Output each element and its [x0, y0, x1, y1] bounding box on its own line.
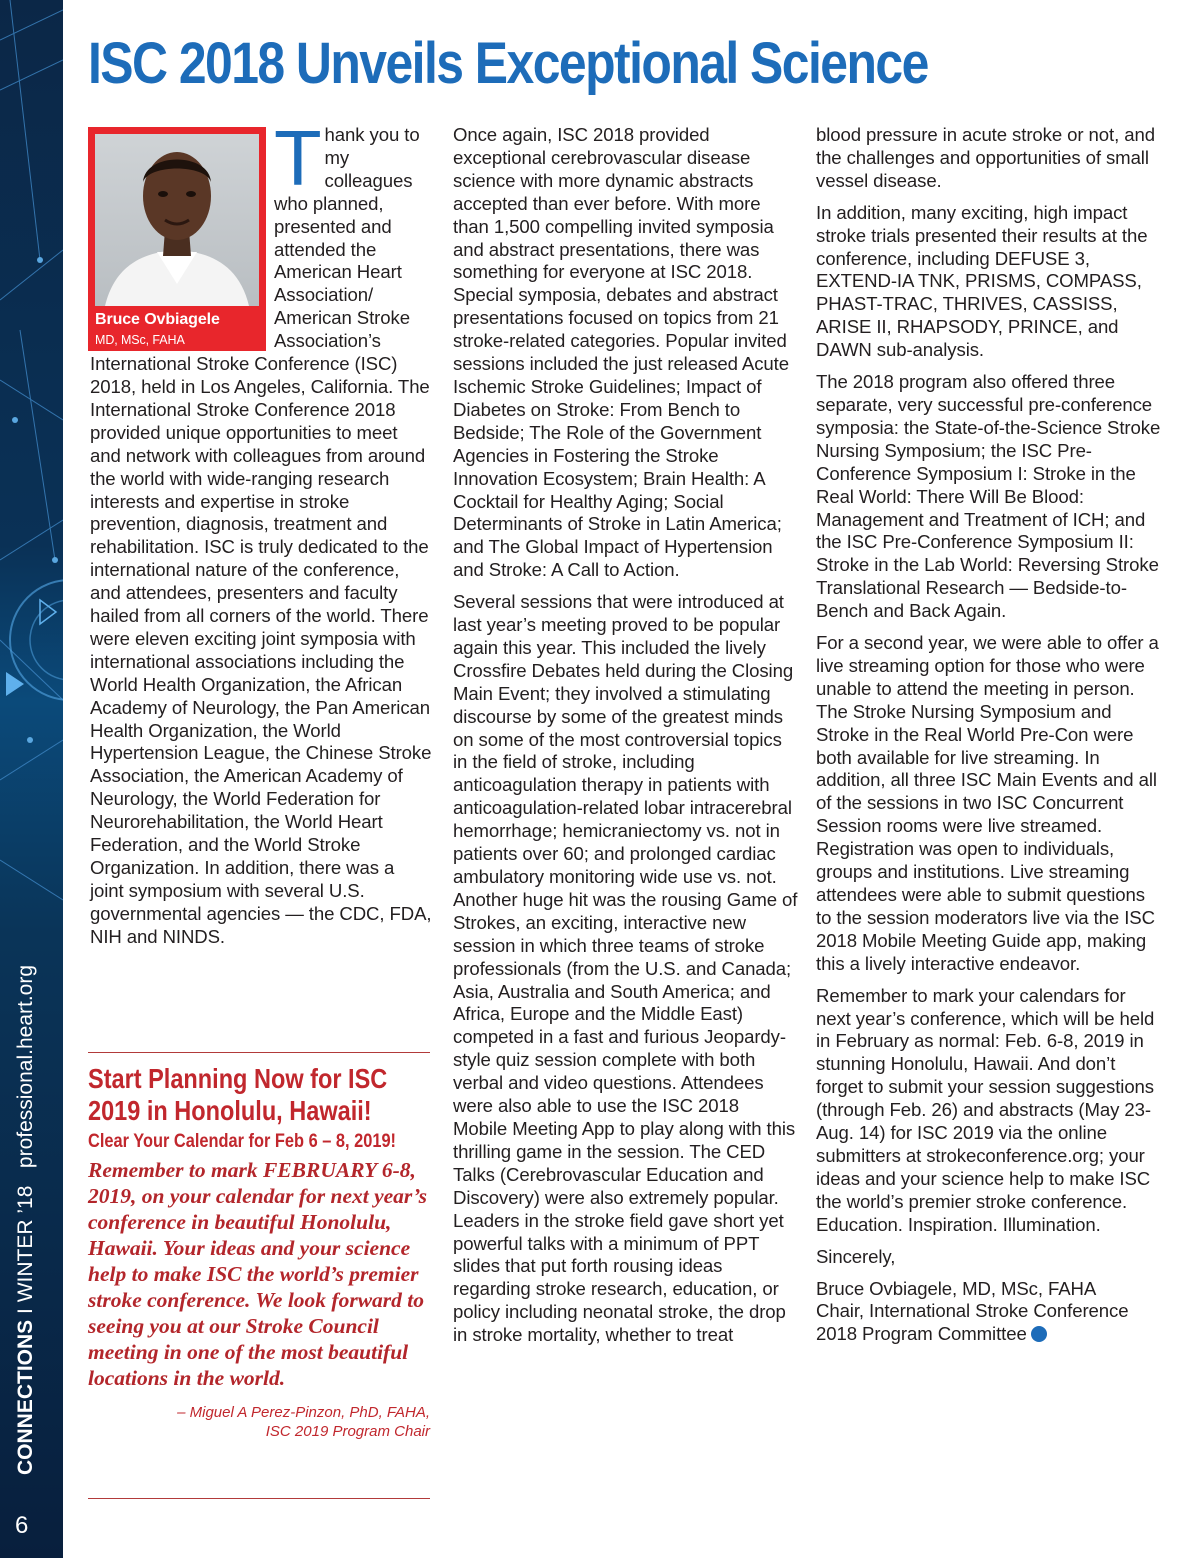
- promo-attribution: [88, 1403, 430, 1441]
- issue-separator: I: [14, 1302, 37, 1320]
- author-name-caption: Bruce Ovbiagele: [95, 311, 220, 328]
- signature-committee: 2018 Program Committee: [816, 1323, 1027, 1345]
- paragraph-sessions: Several sessions that were introduced at last year’s meeting proved to be popular again this year. This included the lively Crossfire Debates held during the Closing Main Event; they involved a stimulating discourse by some of the greatest minds on some of the most controversial topics in the field of stroke, including anticoagulation therapy in patients with anticoagulation-related lobar intracerebral hemorrhage; hemicraniectomy vs. not in patients over 60; and prolonged cardiac ambulatory monitoring wide use vs. not. Another huge hit was the rousing Game of Strokes, an exciting, interactive new session in which three teams of stroke professionals (from the U.S. and Canada; Asia, Australia and South America; and Africa, Europe and the Middle East) competed in a fast and furious Jeopardy-style quiz session complete with both verbal and video questions. Attendees were also able to use the ISC 2018 Mobile Meeting App to play along with this thrilling game in the session. The CED Talks (Cerebrovascular Education and Discovery) were also extremely popular. Leaders in the stroke field gave short yet powerful talks with a minimum of PPT slides that put forth rousing ideas regarding stroke research, education, or policy including neonatal stroke, the drop in stroke mortality, whether to treat: [453, 591, 798, 1346]
- signature-block: [816, 1278, 1161, 1347]
- paragraph-blood-pressure: blood pressure in acute stroke or not, and the challenges and opportunities of small vessel disease.: [816, 124, 1155, 191]
- column-1: [90, 114, 432, 958]
- drop-cap: T: [274, 114, 322, 202]
- paragraph-calendar: Remember to mark your calendars for next year’s conference, which will be held in February as normal: Feb. 6-8, 2019 in stunning Honolulu, Hawaii. And don’t forget to submit your session suggestions (through Feb. 26) and abstracts (May 23-Aug. 14) for ISC 2019 via the online submitters at strokeconference.org; your ideas and your science help to make ISC the world’s premier stroke conference. Education. Inspiration. Illumination.: [816, 984, 1155, 1235]
- paragraph-preconference: The 2018 program also offered three separate, very successful pre-conference symposia: the State-of-the-Science Stroke Nursing Symposium; the ISC Pre-Conference Symposium I: Stroke in the Real World: There Will Be Blood: Management and Treatment of ICH; and the ISC Pre-Conference Symposium II: Stroke in the Lab World: Reversing Stroke Translational Research — Bedside-to-Bench and Back Again.: [816, 371, 1161, 622]
- author-portrait: [95, 134, 259, 306]
- sidebar-issue-line: [14, 965, 38, 1475]
- paragraph-symposia: Once again, ISC 2018 provided exceptional cerebrovascular disease science with more dynamic abstracts accepted than ever before. With more than 1,500 compelling invited symposia and abstract presentations, there was something for everyone at ISC 2018. Special symposia, debates and abstract presentations focused on topics from 21 stroke-related categories. Popular invited sessions included the just released Acute Ischemic Stroke Guidelines; Impact of Diabetes on Stroke: From Bench to Bedside; The Role of the Government Agencies in Fostering the Stroke Innovation Ecosystem; Brain Health: A Cocktail for Healthy Aging; Social Determinants of Stroke in Latin America; and The Global Impact of Hypertension and Stroke: A Call to Action.: [453, 124, 789, 581]
- paragraph-live-streaming: For a second year, we were able to offer a live streaming option for those who were unable to attend the meeting in person. The Stroke Nursing Symposium and Stroke in the Real World Pre-Con were both available for live streaming. In addition, all three ISC Main Events and all of the sessions in two ISC Concurrent Session rooms were live streamed. Registration was open to individuals, groups and institutions. Live streaming attendees were able to submit questions to the session moderators live via the ISC 2018 Mobile Meeting Guide app, making this a lively interactive endeavor.: [816, 632, 1159, 974]
- author-credentials-caption: MD, MSc, FAHA: [95, 333, 185, 347]
- publication-name: CONNECTIONS: [14, 1319, 37, 1475]
- paragraph-trials: In addition, many exciting, high impact stroke trials presented their results at the conference, including DEFUSE 3, EXTEND-IA TNK, PRISMS, COMPASS, PHAST-TRAC, THRIVES, CASSISS, ARISE II, RHAPSODY, PRINCE, and DAWN sub-analysis.: [816, 201, 1148, 361]
- website-link[interactable]: professional.heart.org: [14, 964, 37, 1169]
- attribution-name: – Miguel A Perez-Pinzon, PhD, FAHA,: [177, 1404, 430, 1421]
- closing-sincerely: Sincerely,: [816, 1245, 896, 1267]
- issue-label: WINTER ’18: [14, 1185, 37, 1303]
- signature-title: Chair, International Stroke Conference: [816, 1300, 1129, 1322]
- intro-paragraph: hank you to my colleagues who planned, presented and attended the American Heart Association/ American Stroke Association’s International Stroke Conference (ISC) 2018, held in Los Angeles, California. The International Stroke Conference 2018 provided unique opportunities to meet and network with colleagues from around the world with wide-ranging research interests and expertise in stroke prevention, diagnosis, treatment and rehabilitation. ISC is truly dedicated to the international nature of the conference, and attendees, presenters and faculty hailed from all corners of the world. There were eleven exciting joint symposia with international associations including the World Health Organization, the African Academy of Neurology, the Pan American Health Organization, the World Hypertension League, the Chinese Stroke Association, the American Academy of Neurology, the World Federation for Neurorehabilitation, the World Heart Federation, and the World Stroke Organization. In addition, there was a joint symposium with several U.S. governmental agencies — the CDC, FDA, NIH and NINDS.: [90, 124, 432, 947]
- end-mark-icon: [1031, 1326, 1047, 1342]
- attribution-role: ISC 2019 Program Chair: [265, 1423, 430, 1440]
- promo-subtitle: Clear Your Calendar for Feb 6 – 8, 2019!: [88, 1130, 397, 1152]
- portrait-illustration: [95, 134, 259, 306]
- column-3: [816, 124, 1161, 1346]
- sidebar: [0, 0, 63, 1558]
- promo-quote: Remember to mark FEBRUARY 6-8, 2019, on your calendar for next year’s conference in beautiful Honolulu, Hawaii. Your ideas and your science help to make ISC the world’s premier stroke conference. We look forward to seeing you at our Stroke Council meeting in one of the most beautiful locations in the world.: [88, 1158, 428, 1390]
- signature-name: Bruce Ovbiagele, MD, MSc, FAHA: [816, 1277, 1097, 1299]
- author-photo: [88, 127, 266, 351]
- column-2: [453, 124, 798, 1356]
- promo-box: [88, 1052, 430, 1499]
- page-title: ISC 2018 Unveils Exceptional Science: [88, 31, 928, 96]
- page-number: 6: [15, 1512, 29, 1539]
- promo-title: Start Planning Now for ISC 2019 in Honolulu, Hawaii!: [88, 1063, 388, 1126]
